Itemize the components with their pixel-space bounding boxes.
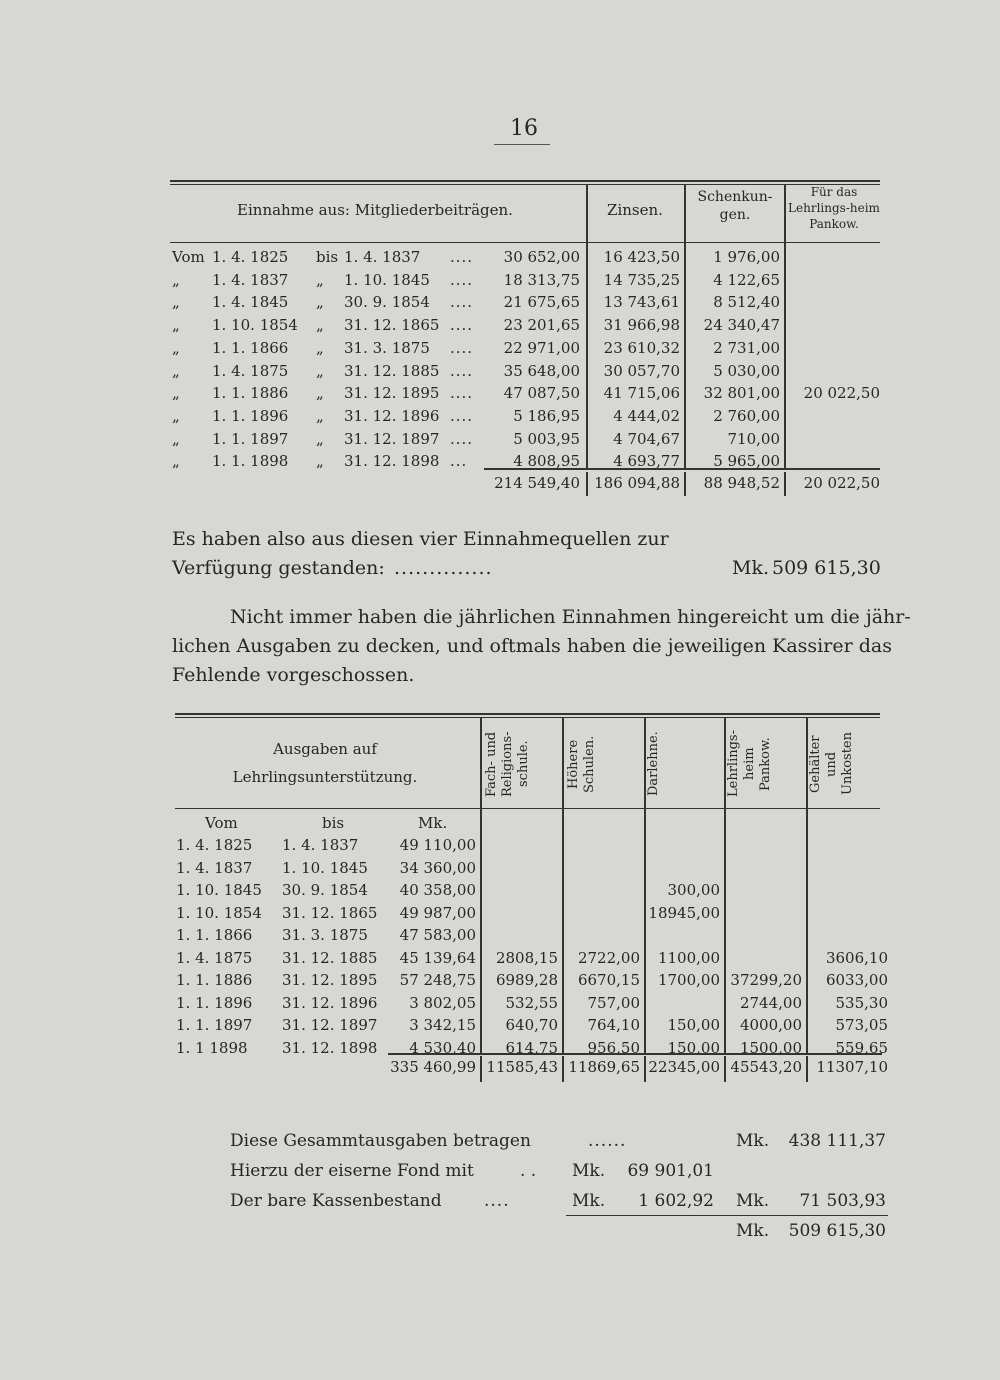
- expenses-total-home: 45543,20: [730, 1058, 802, 1076]
- income-row: [0, 246, 1000, 268]
- expense-from-date: 1. 1. 1897: [176, 1016, 253, 1034]
- income-from-prefix: „: [172, 361, 180, 380]
- summary-line-3-currency: Mk.: [572, 1191, 606, 1211]
- expense-to-date: 31. 12. 1897: [282, 1016, 378, 1034]
- income-gifts: 5 030,00: [713, 361, 780, 380]
- income-interest: 14 735,25: [603, 270, 680, 289]
- income-dues: 23 201,65: [503, 316, 580, 335]
- income-from-date: 1. 1. 1896: [212, 406, 289, 425]
- income-to-date: 31. 12. 1896: [344, 406, 440, 425]
- paragraph-1-currency: Mk.: [732, 557, 770, 579]
- income-header-interest: Zinsen.: [607, 201, 663, 219]
- expense-row: [0, 834, 1000, 856]
- income-row: [0, 269, 1000, 291]
- income-gifts: 1 976,00: [713, 248, 780, 266]
- income-from-prefix: „: [172, 384, 180, 403]
- expense-row: [0, 992, 1000, 1014]
- income-to-prefix: bis: [316, 248, 339, 266]
- expenses-header-salaries: Gehälter und Unkosten: [808, 732, 855, 796]
- income-from-date: 1. 1. 1897: [212, 429, 289, 448]
- income-header-gifts: Schenkun-gen.: [697, 189, 773, 223]
- income-interest: 13 743,61: [603, 293, 680, 312]
- paragraph-1-dots: ..............: [394, 557, 493, 579]
- expense-apprentice-home: 2744,00: [739, 993, 802, 1012]
- expense-loans: 150,00: [667, 1016, 720, 1034]
- income-header-home: Für das Lehrlings-heim Pankow.: [788, 185, 880, 231]
- income-from-date: 1. 4. 1825: [212, 248, 289, 266]
- income-from-date: 1. 1. 1886: [212, 384, 289, 403]
- summary-line-3-label: Der bare Kassenbestand: [230, 1191, 442, 1211]
- expense-to-date: 31. 12. 1865: [282, 903, 378, 922]
- expenses-total-schools: 11585,43: [486, 1058, 558, 1076]
- expense-to-date: 31. 3. 1875: [282, 926, 368, 944]
- expenses-top-rule: [175, 713, 880, 715]
- income-from-date: 1. 1. 1866: [212, 338, 289, 357]
- income-to-date: 31. 12. 1897: [344, 429, 440, 448]
- expense-higher-schools: 6670,15: [577, 971, 640, 989]
- income-dots: ....: [450, 338, 474, 357]
- expense-amount: 57 248,75: [399, 971, 476, 989]
- income-dots: ...: [450, 452, 468, 471]
- page-number: 16: [510, 116, 538, 141]
- income-to-date: 31. 12. 1898: [344, 452, 440, 471]
- income-to-date: 31. 12. 1865: [344, 316, 440, 335]
- income-total-divider-2: [684, 472, 686, 496]
- income-to-prefix: „: [316, 452, 324, 471]
- expense-to-date: 31. 12. 1898: [282, 1038, 378, 1057]
- expense-amount: 45 139,64: [399, 948, 476, 967]
- expense-loans: 300,00: [667, 881, 720, 899]
- income-interest: 4 693,77: [613, 452, 680, 471]
- expense-from-date: 1. 1 1898: [176, 1038, 248, 1057]
- paragraph-2-line-3: Fehlende vorgeschossen.: [172, 664, 415, 686]
- income-from-prefix: „: [172, 338, 180, 357]
- expense-from-date: 1. 4. 1825: [176, 836, 253, 854]
- expense-from-date: 1. 1. 1886: [176, 971, 253, 989]
- income-gifts: 24 340,47: [703, 316, 780, 335]
- income-row: [0, 428, 1000, 450]
- income-to-date: 31. 3. 1875: [344, 338, 430, 357]
- income-dots: ....: [450, 406, 474, 425]
- expense-amount: 3 342,15: [409, 1016, 476, 1034]
- expense-higher-schools: 2722,00: [577, 948, 640, 967]
- paragraph-1-line-2: [172, 554, 882, 583]
- expenses-total-divider-3: [644, 1056, 646, 1082]
- summary-total-amount: 509 615,30: [788, 1221, 886, 1241]
- income-from-prefix: „: [172, 452, 180, 471]
- income-dots: ....: [450, 270, 474, 289]
- income-row: [0, 314, 1000, 336]
- expenses-total-rule: [388, 1053, 882, 1055]
- expense-amount: 40 358,00: [399, 881, 476, 899]
- income-to-prefix: „: [316, 293, 324, 312]
- expense-schools: 614,75: [505, 1038, 558, 1057]
- income-dues: 5 186,95: [513, 406, 580, 425]
- paragraph-1-label: Verfügung gestanden:: [172, 557, 385, 579]
- expense-salaries: 3606,10: [825, 948, 888, 967]
- income-to-date: 31. 12. 1885: [344, 361, 440, 380]
- income-total-divider-3: [784, 472, 786, 496]
- income-gifts: 8 512,40: [713, 293, 780, 312]
- paragraph-1-amount: 509 615,30: [772, 557, 881, 579]
- income-from-prefix: „: [172, 270, 180, 289]
- page-number-rule: [494, 144, 550, 145]
- income-gifts: 5 965,00: [713, 452, 780, 471]
- expenses-total-divider-2: [562, 1056, 564, 1082]
- expense-amount: 49 987,00: [399, 903, 476, 922]
- expense-amount: 4 530,40: [409, 1038, 476, 1057]
- income-from-date: 1. 4. 1875: [212, 361, 289, 380]
- expenses-header-line-2: Lehrlingsunterstützung.: [232, 768, 418, 786]
- expense-row: [0, 947, 1000, 969]
- income-total-divider-1: [586, 472, 588, 496]
- income-dues: 4 808,95: [513, 452, 580, 471]
- summary-line-3-dots: ....: [484, 1191, 510, 1211]
- expenses-top-rule-2: [175, 717, 880, 718]
- expense-row: [0, 879, 1000, 901]
- income-total-interest: 186 094,88: [594, 474, 680, 492]
- expense-apprentice-home: 4000,00: [739, 1016, 802, 1034]
- income-dues: 35 648,00: [503, 361, 580, 380]
- summary-line-3-right-amount: 71 503,93: [799, 1191, 886, 1211]
- income-dots: ....: [450, 293, 474, 312]
- expense-amount: 34 360,00: [399, 858, 476, 877]
- income-gifts: 32 801,00: [703, 384, 780, 403]
- summary-sum-rule: [566, 1215, 888, 1216]
- expense-apprentice-home: 1500,00: [739, 1038, 802, 1057]
- expense-from-date: 1. 4. 1837: [176, 858, 253, 877]
- expense-row: [0, 902, 1000, 924]
- income-from-date: 1. 4. 1845: [212, 293, 289, 312]
- expenses-subheader-row: [0, 812, 1000, 834]
- summary-line-1-amount: 438 111,37: [788, 1131, 886, 1151]
- expense-loans: 1700,00: [657, 971, 720, 989]
- expense-to-date: 31. 12. 1896: [282, 993, 378, 1012]
- paragraph-2-line-1: Nicht immer haben die jährlichen Einnahmen hingereicht um die jähr-: [230, 606, 911, 628]
- income-to-prefix: „: [316, 338, 324, 357]
- income-row: [0, 291, 1000, 313]
- expense-loans: 1100,00: [657, 948, 720, 967]
- expense-schools: 2808,15: [495, 948, 558, 967]
- expenses-header-line-1: Ausgaben auf: [273, 740, 377, 758]
- income-to-prefix: „: [316, 406, 324, 425]
- income-gifts: 2 731,00: [713, 338, 780, 357]
- income-from-prefix: Vom: [172, 248, 205, 266]
- income-total-dues: 214 549,40: [494, 474, 580, 492]
- income-row: [0, 337, 1000, 359]
- expense-salaries: 6033,00: [825, 971, 888, 989]
- income-interest: 23 610,32: [603, 338, 680, 357]
- income-to-date: 1. 10. 1845: [344, 270, 430, 289]
- expense-from-date: 1. 10. 1854: [176, 903, 262, 922]
- expense-salaries: 535,30: [835, 993, 888, 1012]
- income-dues: 21 675,65: [503, 293, 580, 312]
- income-to-prefix: „: [316, 429, 324, 448]
- expense-to-date: 30. 9. 1854: [282, 881, 368, 899]
- expenses-total-amount: 335 460,99: [390, 1058, 476, 1076]
- expenses-header-higher: Höhere Schulen.: [566, 735, 597, 793]
- paragraph-2-line-2: lichen Ausgaben zu decken, und oftmals haben die jeweiligen Kassirer das: [172, 635, 892, 657]
- income-from-date: 1. 10. 1854: [212, 316, 298, 335]
- income-to-prefix: „: [316, 384, 324, 403]
- expense-salaries: 573,05: [835, 1016, 888, 1034]
- income-top-rule-2: [170, 184, 880, 185]
- expense-amount: 49 110,00: [399, 836, 476, 854]
- income-totals-row: [0, 472, 1000, 494]
- expense-higher-schools: 757,00: [587, 993, 640, 1012]
- income-home: 20 022,50: [803, 384, 880, 403]
- expense-loans: 150,00: [667, 1038, 720, 1057]
- expenses-subheader-mk: Mk.: [418, 814, 448, 832]
- expenses-totals-row: [0, 1056, 1000, 1078]
- expenses-total-divider-1: [480, 1056, 482, 1082]
- expense-schools: 532,55: [505, 993, 558, 1012]
- expense-row: [0, 924, 1000, 946]
- income-dots: ....: [450, 316, 474, 335]
- income-gifts: 2 760,00: [713, 406, 780, 425]
- paragraph-1-line-1: Es haben also aus diesen vier Einnahmequellen zur: [172, 528, 669, 550]
- income-gifts: 710,00: [727, 429, 780, 448]
- income-to-prefix: „: [316, 316, 324, 335]
- income-to-prefix: „: [316, 361, 324, 380]
- expense-to-date: 31. 12. 1895: [282, 971, 378, 989]
- expenses-header-loans: Darlehne.: [646, 731, 661, 797]
- income-row: [0, 360, 1000, 382]
- income-to-date: 1. 4. 1837: [344, 248, 421, 266]
- expenses-subheader-to: bis: [322, 814, 345, 832]
- expense-to-date: 31. 12. 1885: [282, 948, 378, 967]
- income-from-prefix: „: [172, 293, 180, 312]
- income-from-prefix: „: [172, 406, 180, 425]
- income-dues: 22 971,00: [503, 338, 580, 357]
- summary-line-1-label: Diese Gesammtausgaben betragen: [230, 1131, 531, 1151]
- income-interest: 31 966,98: [603, 316, 680, 335]
- income-total-home: 20 022,50: [803, 474, 880, 492]
- expenses-header-schools: Fach- und Religions- schule.: [484, 731, 531, 797]
- expense-schools: 640,70: [505, 1016, 558, 1034]
- income-interest: 4 704,67: [613, 429, 680, 448]
- income-dues: 5 003,95: [513, 429, 580, 448]
- income-from-date: 1. 1. 1898: [212, 452, 289, 471]
- expense-apprentice-home: 37299,20: [730, 971, 802, 989]
- expense-row: [0, 969, 1000, 991]
- expense-from-date: 1. 4. 1875: [176, 948, 253, 967]
- income-dues: 47 087,50: [503, 384, 580, 403]
- expense-from-date: 1. 1. 1866: [176, 926, 253, 944]
- summary-total-currency: Mk.: [736, 1221, 770, 1241]
- expense-to-date: 1. 10. 1845: [282, 858, 368, 877]
- expenses-total-salaries: 11307,10: [816, 1058, 888, 1076]
- expense-to-date: 1. 4. 1837: [282, 836, 359, 854]
- income-interest: 16 423,50: [603, 248, 680, 266]
- income-interest: 4 444,02: [613, 406, 680, 425]
- expense-from-date: 1. 1. 1896: [176, 993, 253, 1012]
- expenses-header-home: Lehrlings- heim Pankow.: [726, 730, 773, 798]
- expense-amount: 3 802,05: [409, 993, 476, 1012]
- income-dues: 30 652,00: [503, 248, 580, 266]
- expenses-total-divider-5: [806, 1056, 808, 1082]
- expenses-subheader-from: Vom: [205, 814, 238, 832]
- expense-schools: 6989,28: [495, 971, 558, 989]
- summary-line-2-label: Hierzu der eiserne Fond mit: [230, 1161, 474, 1181]
- income-to-date: 30. 9. 1854: [344, 293, 430, 312]
- expense-from-date: 1. 10. 1845: [176, 881, 262, 899]
- expense-row: [0, 857, 1000, 879]
- summary-line-2-dots: . .: [520, 1161, 537, 1181]
- income-header-source: Einnahme aus: Mitgliederbeiträgen.: [237, 201, 513, 219]
- expenses-total-divider-4: [724, 1056, 726, 1082]
- summary-line-3-right-currency: Mk.: [736, 1191, 770, 1211]
- expenses-total-higher: 11869,65: [568, 1058, 640, 1076]
- expense-higher-schools: 764,10: [587, 1016, 640, 1034]
- expenses-total-loans: 22345,00: [648, 1058, 720, 1076]
- summary-line-3-amount: 1 602,92: [638, 1191, 714, 1211]
- expense-salaries: 559,65: [835, 1038, 888, 1057]
- income-from-prefix: „: [172, 429, 180, 448]
- income-to-prefix: „: [316, 270, 324, 289]
- expense-row: [0, 1014, 1000, 1036]
- income-row: [0, 382, 1000, 404]
- expense-loans: 18945,00: [648, 903, 720, 922]
- summary-line-2-amount: 69 901,01: [627, 1161, 714, 1181]
- summary-line-1-dots: ......: [588, 1131, 627, 1151]
- income-dots: ....: [450, 248, 474, 266]
- summary-line-2-currency: Mk.: [572, 1161, 606, 1181]
- expenses-header-rule: [175, 808, 880, 809]
- income-total-rule: [484, 468, 880, 470]
- income-from-date: 1. 4. 1837: [212, 270, 289, 289]
- income-to-date: 31. 12. 1895: [344, 384, 440, 403]
- income-interest: 30 057,70: [603, 361, 680, 380]
- income-total-gifts: 88 948,52: [703, 474, 780, 492]
- income-from-prefix: „: [172, 316, 180, 335]
- summary-line-1-currency: Mk.: [736, 1131, 770, 1151]
- income-dues: 18 313,75: [503, 270, 580, 289]
- income-interest: 41 715,06: [603, 384, 680, 403]
- income-dots: ....: [450, 429, 474, 448]
- income-row: [0, 405, 1000, 427]
- income-header-rule: [170, 242, 880, 243]
- income-dots: ....: [450, 361, 474, 380]
- expense-higher-schools: 956,50: [587, 1038, 640, 1057]
- income-dots: ....: [450, 384, 474, 403]
- income-top-rule: [170, 180, 880, 182]
- income-gifts: 4 122,65: [713, 270, 780, 289]
- expense-amount: 47 583,00: [399, 926, 476, 944]
